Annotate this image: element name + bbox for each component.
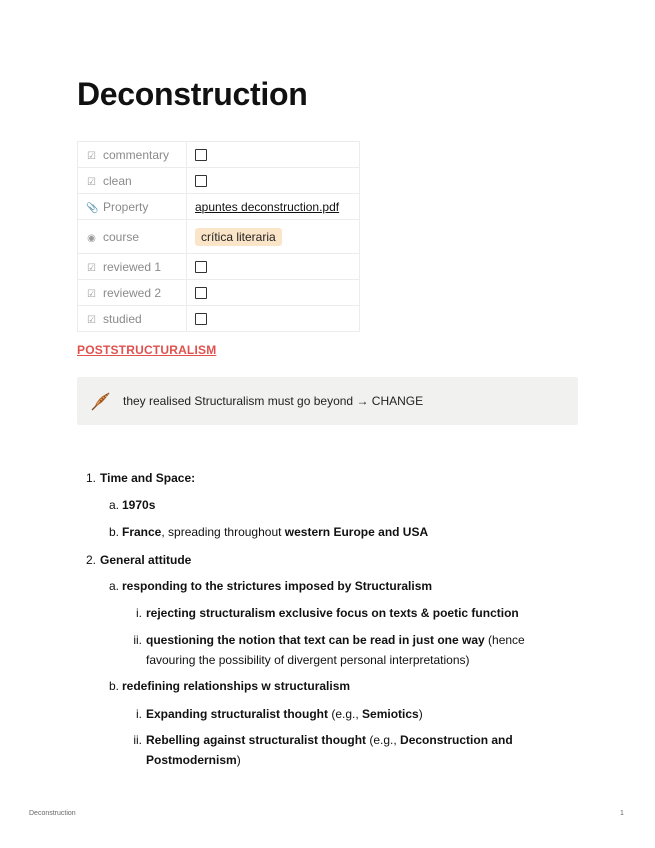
property-key	[78, 142, 187, 168]
property-key-label: studied	[103, 311, 142, 326]
property-key	[78, 168, 187, 194]
property-value[interactable]	[187, 194, 360, 220]
select-icon: ◉	[87, 232, 96, 244]
footer-doc-title: Deconstruction	[29, 810, 76, 817]
property-row	[78, 142, 360, 168]
property-checkbox[interactable]	[195, 313, 207, 325]
property-key	[78, 194, 187, 220]
property-key-label: reviewed 2	[103, 285, 162, 300]
checkbox-icon: ☑	[87, 150, 96, 162]
property-value[interactable]	[187, 220, 360, 254]
property-key	[78, 280, 187, 306]
property-key	[78, 220, 187, 254]
property-row	[78, 254, 360, 280]
property-checkbox[interactable]	[195, 149, 207, 161]
property-value[interactable]	[187, 306, 360, 332]
property-row	[78, 220, 360, 254]
property-checkbox[interactable]	[195, 261, 207, 273]
property-checkbox[interactable]	[195, 287, 207, 299]
property-value[interactable]	[187, 142, 360, 168]
property-row	[78, 306, 360, 332]
property-row	[78, 168, 360, 194]
checkbox-icon: ☑	[87, 314, 96, 326]
property-value[interactable]	[187, 168, 360, 194]
course-tag[interactable]: crítica literaria	[195, 228, 282, 246]
property-row	[78, 280, 360, 306]
property-key	[78, 306, 187, 332]
property-key	[78, 254, 187, 280]
footer-page-number: 1	[620, 810, 624, 817]
properties-table	[77, 141, 360, 332]
property-key-label: course	[103, 229, 140, 244]
property-key-label: commentary	[103, 147, 170, 162]
property-key-label: clean	[103, 173, 132, 188]
property-checkbox[interactable]	[195, 175, 207, 187]
checkbox-icon: ☑	[87, 262, 96, 274]
callout-text: they realised Structuralism must go beyond → CHANGE	[123, 394, 424, 408]
property-row	[78, 194, 360, 220]
checkbox-icon: ☑	[87, 288, 96, 300]
section-heading-link[interactable]: POSTSTRUCTURALISM	[77, 343, 217, 357]
property-value[interactable]	[187, 254, 360, 280]
property-value[interactable]	[187, 280, 360, 306]
callout-block	[77, 377, 578, 425]
file-link[interactable]: apuntes deconstruction.pdf	[195, 199, 340, 214]
attachment-icon: 📎	[86, 202, 99, 214]
feather-icon	[89, 389, 113, 413]
property-key-label: Property	[103, 199, 149, 214]
checkbox-icon: ☑	[87, 176, 96, 188]
property-key-label: reviewed 1	[103, 259, 162, 274]
page-title: Deconstruction	[77, 76, 308, 112]
